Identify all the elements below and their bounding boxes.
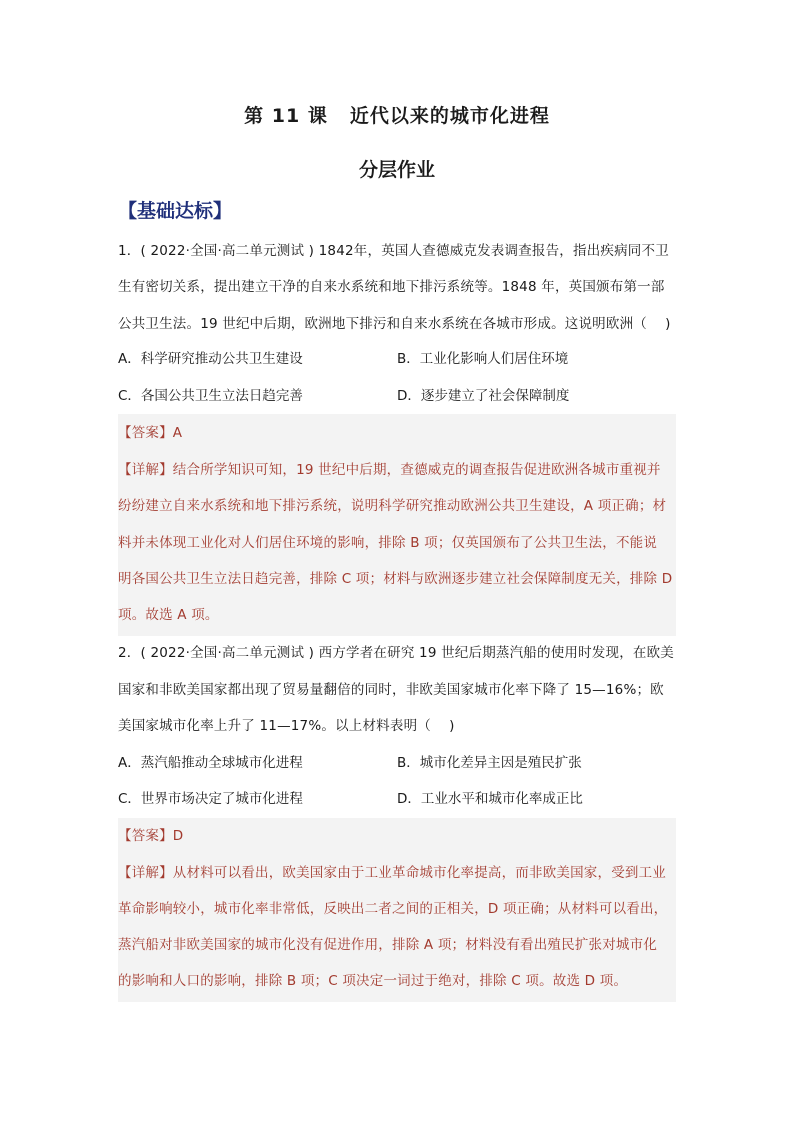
- page-title: [0, 101, 794, 128]
- q2-option-d: D．工业水平和城市化率成正比: [397, 791, 583, 807]
- q2-detail-line: 蒸汽船对非欧美国家的城市化没有促进作用，排除 A 项；材料没有看出殖民扩张对城市化: [118, 937, 658, 953]
- q1-option-b: B．工业化影响人们居住环境: [397, 351, 569, 367]
- q2-stem-line: 国家和非欧美国家都出现了贸易量翻倍的同时，非欧美国家城市化率下降了 15—16%；欧: [118, 682, 664, 698]
- q2-option-c: C．世界市场决定了城市化进程: [118, 791, 303, 807]
- q2-detail-line: 革命影响较小，城市化率非常低，反映出二者之间的正相关，D 项正确；从材料可以看出，: [118, 901, 668, 917]
- q1-detail-line: 明各国公共卫生立法日趋完善，排除 C 项；材料与欧洲逐步建立社会保障制度无关，排除 D: [118, 571, 673, 587]
- q2-stem-line: 美国家城市化率上升了 11—17%。以上材料表明（ ): [118, 718, 455, 734]
- q2-option-b: B．城市化差异主因是殖民扩张: [397, 755, 582, 771]
- q1-detail-line: 项。故选 A 项。: [118, 607, 219, 623]
- q2-answer: 【答案】D: [118, 828, 184, 844]
- q1-detail-line: 纷纷建立自来水系统和地下排污系统，说明科学研究推动欧洲公共卫生建设，A 项正确；材: [118, 498, 667, 514]
- lesson-number: 第 11 课: [244, 105, 328, 127]
- q1-answer: 【答案】A: [118, 425, 183, 441]
- lesson-title: 近代以来的城市化进程: [349, 105, 550, 127]
- q2-option-a: A．蒸汽船推动全球城市化进程: [118, 755, 303, 771]
- q2-stem-line: 2．( 2022·全国·高二单元测试 ) 西方学者在研究 19 世纪后期蒸汽船的使用时发现，在欧美: [118, 645, 674, 661]
- q1-stem-line: 生有密切关系，提出建立干净的自来水系统和地下排污系统等。1848 年，英国颁布第一部: [118, 279, 665, 295]
- q1-detail-line: 料并未体现工业化对人们居住环境的影响，排除 B 项；仅英国颁布了公共卫生法，不能说: [118, 535, 658, 551]
- q2-detail-line: 【详解】从材料可以看出，欧美国家由于工业革命城市化率提高，而非欧美国家，受到工业: [118, 865, 666, 881]
- section-heading: 【基础达标】: [118, 200, 233, 222]
- q1-stem-line: 1．( 2022·全国·高二单元测试 ) 1842年，英国人查德威克发表调查报告，指出疾病同不卫: [118, 243, 669, 259]
- q1-option-c: C．各国公共卫生立法日趋完善: [118, 388, 303, 404]
- q1-stem-line: 公共卫生法。19 世纪中后期，欧洲地下排污和自来水系统在各城市形成。这说明欧洲（ ): [118, 316, 671, 332]
- q2-detail-line: 的影响和人口的影响，排除 B 项；C 项决定一词过于绝对，排除 C 项。故选 D 项。: [118, 973, 628, 989]
- q1-detail-line: 【详解】结合所学知识可知，19 世纪中后期，查德威克的调查报告促进欧洲各城市重视并: [118, 462, 661, 478]
- page-subtitle: 分层作业: [358, 159, 435, 181]
- q1-option-d: D．逐步建立了社会保障制度: [397, 388, 570, 404]
- q1-option-a: A．科学研究推动公共卫生建设: [118, 351, 303, 367]
